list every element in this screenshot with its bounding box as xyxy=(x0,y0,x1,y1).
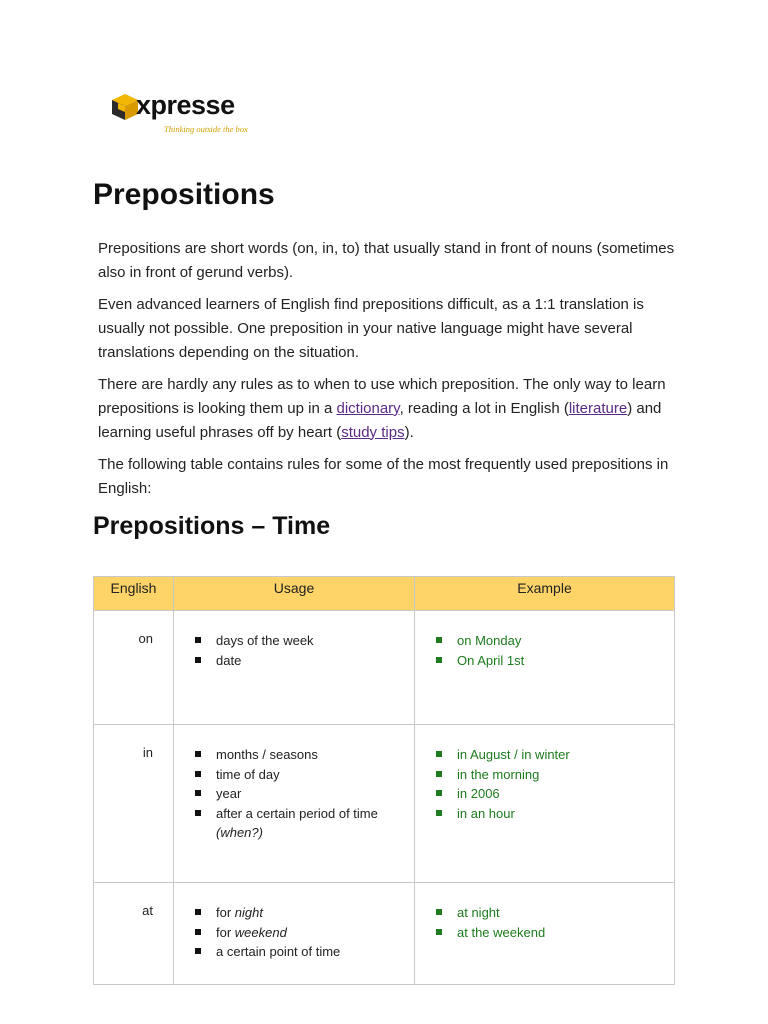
example-cell xyxy=(415,725,675,883)
rules-text-2: , reading a lot in English ( xyxy=(399,399,569,417)
section-title: Prepositions – Time xyxy=(93,512,331,540)
usage-cell xyxy=(174,883,415,985)
list-item: On April 1st xyxy=(457,651,674,671)
difficulty-paragraph: Even advanced learners of English find prepositions difficult, as a 1:1 translation is usually not possible. One preposition in your native language might have several translations depending on the situation. xyxy=(98,296,644,361)
intro-paragraph: Prepositions are short words (on, in, to) that usually stand in front of nouns (sometimes also in front of gerund verbs). xyxy=(98,240,675,281)
list-item: days of the week xyxy=(216,631,414,651)
list-item-text: for xyxy=(216,924,235,940)
example-list xyxy=(415,725,674,823)
usage-list xyxy=(174,611,414,670)
list-item: at the weekend xyxy=(457,923,674,943)
list-item: at night xyxy=(457,903,674,923)
english-cell: on xyxy=(94,611,174,725)
list-item: in an hour xyxy=(457,804,674,824)
example-list xyxy=(415,883,674,942)
table-row xyxy=(94,725,675,883)
usage-cell xyxy=(174,725,415,883)
list-item-note: (when?) xyxy=(216,825,263,841)
rules-text-4: ). xyxy=(404,423,414,441)
logo-wordmark: xpresse xyxy=(136,90,235,120)
list-item xyxy=(216,804,414,843)
list-item-emphasis: night xyxy=(234,905,263,920)
usage-list xyxy=(174,883,414,962)
list-item: in August / in winter xyxy=(457,745,674,765)
dictionary-link[interactable]: dictionary xyxy=(336,399,400,417)
prepositions-time-table xyxy=(93,576,675,985)
usage-list xyxy=(174,725,414,843)
example-cell xyxy=(415,611,675,725)
list-item: on Monday xyxy=(457,631,674,651)
list-item xyxy=(216,903,414,923)
logo-tagline: Thinking outside the box xyxy=(164,124,248,134)
list-item: in 2006 xyxy=(457,784,674,804)
list-item: year xyxy=(216,784,414,804)
list-item-text: for xyxy=(216,905,235,920)
header-example: Example xyxy=(415,577,675,611)
list-item: date xyxy=(216,651,414,671)
usage-cell xyxy=(174,611,415,725)
list-item: time of day xyxy=(216,765,414,785)
study-tips-link[interactable]: study tips xyxy=(341,423,405,441)
rules-text-1: There are hardly any rules as to when to use which preposition. The only way to learn prepositions is looking them up in a xyxy=(98,376,666,417)
list-item: in the morning xyxy=(457,765,674,785)
list-item-emphasis: weekend xyxy=(234,924,287,940)
example-cell xyxy=(415,883,675,985)
page-title: Prepositions xyxy=(93,178,275,211)
expresse-logo xyxy=(110,88,270,138)
list-item: months / seasons xyxy=(216,745,414,765)
header-usage: Usage xyxy=(174,577,415,611)
table-row xyxy=(94,611,675,725)
literature-link[interactable]: literature xyxy=(568,399,628,417)
rules-paragraph xyxy=(98,373,678,444)
english-cell: in xyxy=(94,725,174,883)
example-list xyxy=(415,611,674,670)
list-item-text: after a certain period of time xyxy=(216,805,378,821)
list-item xyxy=(216,923,414,943)
table-row xyxy=(94,883,675,985)
rules-text-3: ) and learning useful phrases off by heart ( xyxy=(98,399,662,441)
table-header-row xyxy=(94,577,675,611)
table-intro-paragraph: The following table contains rules for some of the most frequently used prepositions in English: xyxy=(98,456,669,497)
list-item: a certain point of time xyxy=(216,942,414,962)
english-cell: at xyxy=(94,883,174,985)
header-english: English xyxy=(94,577,174,611)
